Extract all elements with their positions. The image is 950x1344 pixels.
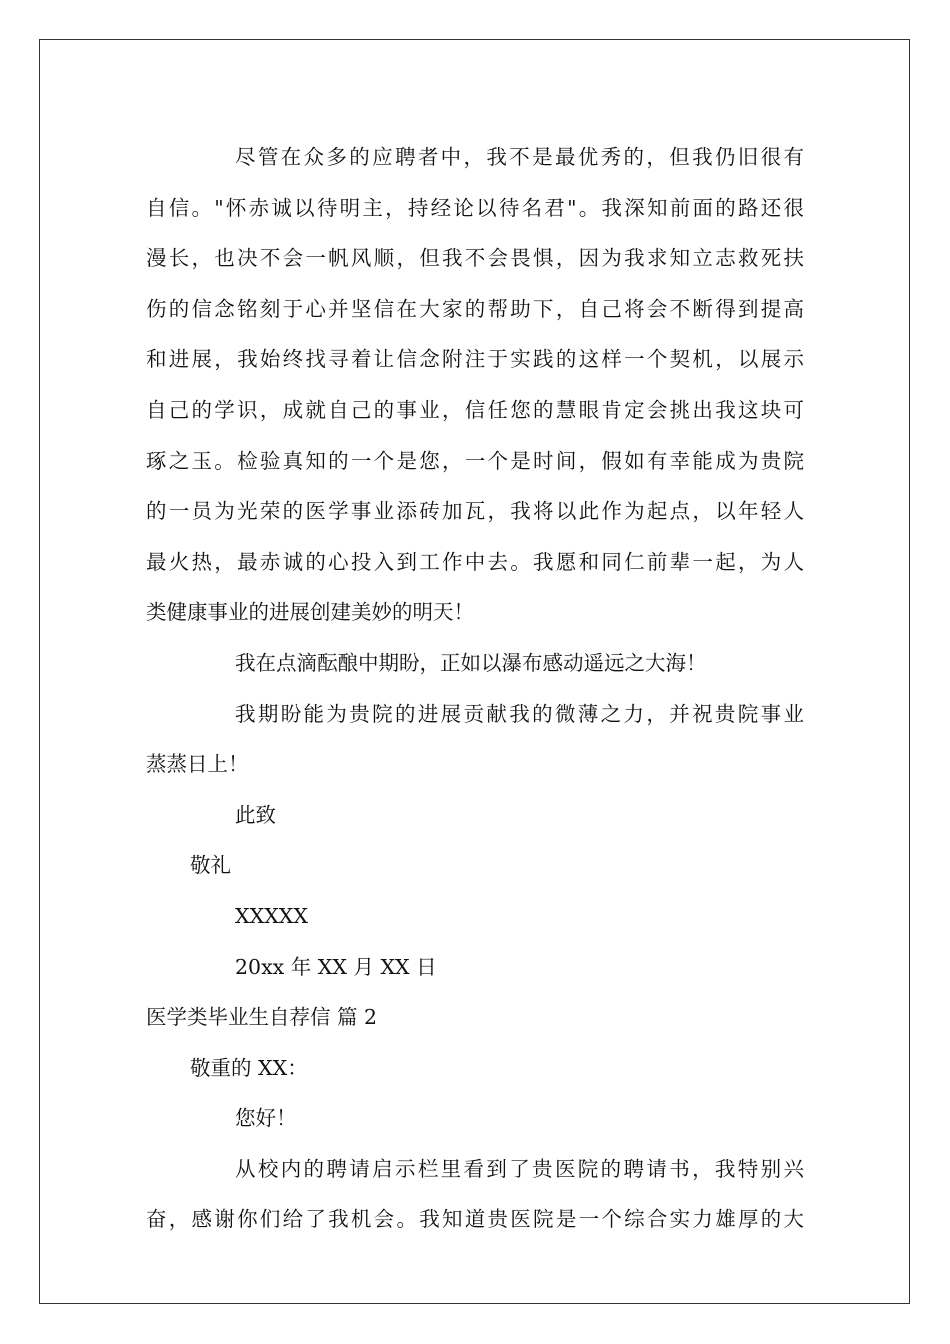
paragraph-line: 从校内的聘请启示栏里看到了贵医院的聘请书，我特别兴: [235, 1156, 804, 1181]
closing-salute: 敬礼: [190, 853, 231, 878]
closing-line: 此致: [235, 802, 276, 827]
document-body: [146, 132, 804, 1245]
paragraph-line: 奋，感谢你们给了我机会。我知道贵医院是一个综合实力雄厚的大: [146, 1207, 804, 1232]
paragraph-line: 自信。"怀赤诚以待明主，持经论以待名君"。我深知前面的路还很: [146, 195, 804, 220]
paragraph-line: 和进展，我始终找寻着让信念附注于实践的这样一个契机，以展示: [146, 347, 804, 372]
paragraph-line: 我在点滴酝酿中期盼，正如以瀑布感动遥远之大海！: [235, 650, 707, 675]
paragraph-line: 琢之玉。检验真知的一个是您，一个是时间，假如有幸能成为贵院: [146, 448, 804, 473]
paragraph-line: 漫长，也决不会一帆风顺，但我不会畏惧，因为我求知立志救死扶: [146, 246, 804, 271]
paragraph-line: 我期盼能为贵院的进展贡献我的微薄之力，并祝贵院事业: [235, 701, 804, 726]
greeting: 您好！: [235, 1106, 297, 1131]
signature: XXXXX: [235, 903, 308, 928]
paragraph-line: 最火热，最赤诚的心投入到工作中去。我愿和同仁前辈一起，为人: [146, 549, 804, 574]
section-title: 医学类毕业生自荐信 篇 2: [146, 1005, 378, 1030]
paragraph-line: 的一员为光荣的医学事业添砖加瓦，我将以此作为起点，以年轻人: [146, 499, 804, 524]
paragraph-line: 蒸蒸日上！: [146, 752, 249, 777]
paragraph-line: 尽管在众多的应聘者中，我不是最优秀的，但我仍旧很有: [235, 145, 804, 169]
date-line: 20xx 年 XX 月 XX 日: [235, 954, 437, 979]
salutation: 敬重的 XX：: [190, 1055, 308, 1080]
paragraph-line: 自己的学识，成就自己的事业，信任您的慧眼肯定会挑出我这块可: [146, 397, 804, 422]
paragraph-line: 类健康事业的进展创建美妙的明天！: [146, 600, 474, 625]
paragraph-line: 伤的信念铭刻于心并坚信在大家的帮助下，自己将会不断得到提高: [146, 296, 804, 321]
